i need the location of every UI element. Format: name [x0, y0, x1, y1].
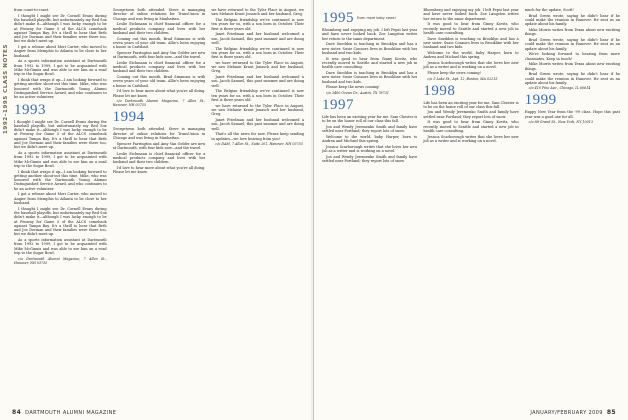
paragraph: Jessica Scarborough writes that she loves her new job as a writer and is working on a novel.: [423, 60, 519, 70]
class-address: c/o 410 Pine Ave., Chicago, IL 60614: [528, 86, 591, 91]
paragraph: It was good to hear from Ginny Kovitz, who recently moved to Seattle and started a new job in health care consulting.: [423, 22, 519, 35]
year-subheading: Even more baby news!: [357, 16, 396, 21]
paragraph: Spencer Farrington and Amy Van Gelder are new at Dartmouth, with four kids now—and the travel.: [112, 141, 206, 150]
paragraph: Mike Morris writes from Texas about new exciting things.: [524, 27, 620, 37]
paragraph: That's all the news for now. Please keep sending in updates—we love hearing from you!: [211, 132, 305, 141]
paragraph: Leslie Eichmann is chief financial officer for a medical products company and lives with her husband and their two children.: [112, 151, 206, 165]
paragraph: I think that wraps it up—I am looking forward to getting another shout-out this time. Mike, who was honored with the Dartmouth Young Alumni Distinguished Service Award, and who continues to be an active volunteer.: [14, 78, 107, 100]
paragraph: Jessica Scarborough writes that she loves her new job as a writer and is working on a novel.: [322, 144, 418, 154]
paragraph: I think that wraps it up—I am looking forward to getting another shout-out this time. Mike, who was honored with the Dartmouth Young Alumni Distinguished Service Award, and who continues to be an active volunteer.: [14, 169, 107, 191]
paragraph: The Belgian friendship we've continued is now ten years for us, with a son born in October. Their first is three years old.: [211, 17, 305, 31]
text-column-5: [423, 8, 518, 404]
paragraph: Life has been an exciting year for me. Sam Chester is to be on the honor roll of our class this fall.: [423, 100, 519, 109]
class-address: c/o 3400 Ocean Dr., Austin, TX 78731: [326, 90, 389, 95]
paragraph: Spencer Farrington and Amy Van Gelder are new at Dartmouth, with four kids now—and the travel.: [112, 50, 206, 60]
class-year-heading: 1993: [14, 101, 46, 118]
paragraph: Janet Friedman and her husband welcomed a son, Jacob Samuel, this past summer and are doing well.: [211, 32, 305, 45]
paragraph: Georgetown both attended. Steve is managing director of online relations for TransUnion in Chicago and was living in Manhattan.: [112, 8, 206, 21]
paragraph: Please keep the news coming!: [427, 70, 482, 75]
publication-name: DARTMOUTH ALUMNI MAGAZINE: [25, 410, 117, 416]
class-address: c/o 5 Lake St., Apt. 12, Boston, MA 02215: [427, 76, 498, 81]
paragraph: Jon and Wendy Jeremenko Smith and family have settled near Portland; they report lots of snow.: [322, 154, 418, 164]
paragraph: Dave Sneddon is teaching in Brooklyn and has a new sister. Susie Connors lives in Brookline with her husband and two kids.: [322, 42, 418, 55]
paragraph: we have returned to the Tyler Place in August, we saw Melanie Kraut Jonasch and her husband, Greg.: [211, 8, 305, 17]
right-columns: [322, 8, 620, 404]
paragraph: I got a release about Meri Carter, who moved to Angier from Memphis to Atlanta to be close to her husband.: [14, 45, 107, 58]
paragraph: Jessica Scarborough writes that she loves her new job as a writer and is working on a novel.: [423, 134, 519, 144]
paragraph: The Belgian friendship we've continued is now ten years for us, with a son born in October. Their first is three years old.: [211, 46, 305, 60]
paragraph: Jon and Wendy Jeremenko Smith and family have settled near Portland; they report lots of snow.: [322, 124, 418, 134]
issue-date: JANUARY/FEBRUARY 2009: [530, 410, 603, 416]
paragraph: Janet Friedman and her husband welcomed a son, Jacob Samuel, this past summer and are doing well.: [211, 117, 305, 131]
paragraph: much for the update, Scott!: [524, 8, 574, 12]
section-sidebar-label: 1992–1995 CLASS NOTES: [3, 43, 9, 135]
paragraph: Dave Sneddon is teaching in Brooklyn and has a new sister. Susie Connors lives in Brookline with her husband and two kids.: [322, 70, 418, 84]
page-footer-left: [8, 409, 116, 416]
text-column-4: [322, 8, 417, 404]
text-column-3: [211, 8, 304, 404]
class-address: c/o Dartmouth Alumni Magazine, 7 Allen St., Hanover, NH 03755: [14, 256, 107, 265]
paragraph: I'd love to hear more about what you're all doing. Please let me know.: [112, 165, 206, 175]
left-columns: [14, 8, 304, 404]
paragraph: Bloomberg and enjoying my job. I left Pepsi last year and have never looked back. Zoe Langston writes her return to the same department.: [423, 8, 519, 21]
paragraph: Brad Green wrote, saying he didn't hear if he could make the reunion in Hanover. He sent us an update about his family.: [524, 37, 620, 51]
paragraph: Coming out this month, Brad Simmons is with seven years of your old team. Allie's been enjoying a house in Carlsbad.: [112, 75, 206, 88]
page-footer-right: [530, 409, 620, 416]
paragraph: It was good to hear from Ginny Kovitz, who recently moved to Seattle and started a new job in health care consulting.: [322, 56, 418, 70]
page-number: 84: [12, 409, 22, 416]
text-column-2: [113, 8, 206, 404]
paragraph: Georgetown both attended. Steve is managing director of online relations for TransUnion in Chicago and was living in Manhattan.: [112, 127, 206, 140]
page-number: 85: [606, 409, 616, 416]
class-address: c/o DAM, 7 Allen St., Suite 201, Hanover, NH 03755: [215, 142, 303, 147]
paragraph: Coming out this month, Brad Simmons is with seven years of your old team. Allie's been enjoying a house in Carlsbad.: [112, 36, 206, 50]
paragraph: Bloomberg and enjoying my job. I left Pepsi last year and have never looked back. Zoe Langston writes her return to the same department.: [322, 28, 418, 41]
class-year-heading: 1999: [524, 92, 557, 109]
class-address: c/o 88 Grand St., New York, NY 10013: [528, 120, 593, 125]
text-column-1: [14, 8, 107, 404]
paragraph: Leslie Eichmann is chief financial officer for a medical products company and lives with her husband and their two children.: [112, 22, 206, 35]
paragraph: As a sports information assistant at Dartmouth from 1992 to 1999, I got to be acquainted with Mike McGinnis and was able to see him on a road trip to the Sugar Bowl.: [14, 59, 107, 77]
paragraph: I thought I might see Dr. Cornell Evans during the baseball playoffs, but unfortunately my Red Sox didn't make it—although I was lucky enough to be at Fenway for Game 5 of the ALCS comeback against Tampa Bay. It's a thrill to hear that Beth and Joe Dorman and their families were there too, but we didn't meet up.: [14, 206, 107, 237]
paragraph: Welcome to the world, baby Harper, born to Andrea and Michael this spring.: [322, 134, 418, 144]
class-year-heading: 1997: [322, 96, 354, 113]
paragraph: I got a release about Meri Carter, who moved to Angier from Memphis to Atlanta to be close to her husband.: [14, 192, 107, 206]
paragraph: As a sports information assistant at Dartmouth from 1992 to 1999, I got to be acquainted with Mike McGinnis and was able to see him on a road trip to the Sugar Bowl.: [14, 150, 107, 168]
class-year-heading: 1995 Even more baby news!: [322, 10, 396, 26]
paragraph: The Belgian friendship we've continued is now ten years for us, with a son born in October. Their first is three years old.: [211, 89, 305, 102]
paragraph: Welcome to the world, baby Harper, born to Andrea and Michael this spring.: [423, 50, 519, 60]
paragraph: We're looking forward to hearing from more classmates. Keep in touch!: [524, 52, 620, 61]
paragraph: As a sports information assistant at Dartmouth from 1992 to 1999, I got to be acquainted with Mike McGinnis and was able to see him on a road trip to the Sugar Bowl.: [14, 238, 107, 256]
paragraph: Dave Sneddon is teaching in Brooklyn and has a new sister. Susie Connors lives in Brookline with her husband and two kids.: [423, 36, 519, 50]
paragraph: from coast-to-coast.: [14, 8, 50, 12]
paragraph: Leslie Eichmann is chief financial officer for a medical products company and lives with her husband and their two children.: [112, 60, 206, 74]
paragraph: It was good to hear from Ginny Kovitz, who recently moved to Seattle and started a new job in health care consulting.: [423, 120, 519, 134]
class-year-heading: 1994: [112, 109, 145, 126]
paragraph: Mike Morris writes from Texas about new exciting things.: [524, 62, 620, 71]
text-column-6: [525, 8, 620, 404]
right-page: [314, 0, 628, 420]
class-year-heading: 1998: [423, 82, 456, 99]
paragraph: Life has been an exciting year for me. Sam Chester is to be on the honor roll of our class this fall.: [322, 114, 418, 124]
class-address: c/o Dartmouth Alumni Magazine, 7 Allen St., Hanover, NH 03755: [112, 99, 206, 108]
paragraph: we have returned to the Tyler Place in August, we saw Melanie Kraut Jonasch and her husband, Greg.: [211, 103, 305, 117]
paragraph: Brad Green wrote, saying he didn't hear if he could make the reunion in Hanover. He sent us an update about his family.: [524, 72, 620, 85]
paragraph: Please keep the news coming!: [326, 85, 380, 90]
paragraph: I thought I might see Dr. Cornell Evans during the baseball playoffs, but unfortunately my Red Sox didn't make it—although I was lucky enough to be at Fenway for Game 5 of the ALCS comeback against Tampa Bay. It's a thrill to hear that Beth and Joe Dorman and their families were there too, but we didn't meet up.: [14, 119, 107, 150]
paragraph: Janet Friedman and her husband welcomed a son, Jacob Samuel, this past summer and are doing well.: [211, 75, 305, 88]
paragraph: Brad Green wrote, saying he didn't hear if he could make the reunion in Hanover. He sent us an update about his family.: [524, 13, 620, 27]
paragraph: Jon and Wendy Jeremenko Smith and family have settled near Portland; they report lots of snow.: [423, 110, 519, 119]
paragraph: I'd love to hear more about what you're all doing. Please let me know.: [112, 89, 206, 98]
paragraph: I thought I might see Dr. Cornell Evans during the baseball playoffs, but unfortunately my Red Sox didn't make it—although I was lucky enough to be at Fenway for Game 5 of the ALCS comeback against Tampa Bay. It's a thrill to hear that Beth and Joe Dorman and their families were there too, but we didn't meet up.: [14, 13, 107, 44]
paragraph: Happy New Year from the '99 class. Hope this past year was a good one for all.: [524, 110, 620, 119]
paragraph: we have returned to the Tyler Place in August, we saw Melanie Kraut Jonasch and her husband, Greg.: [211, 60, 305, 74]
